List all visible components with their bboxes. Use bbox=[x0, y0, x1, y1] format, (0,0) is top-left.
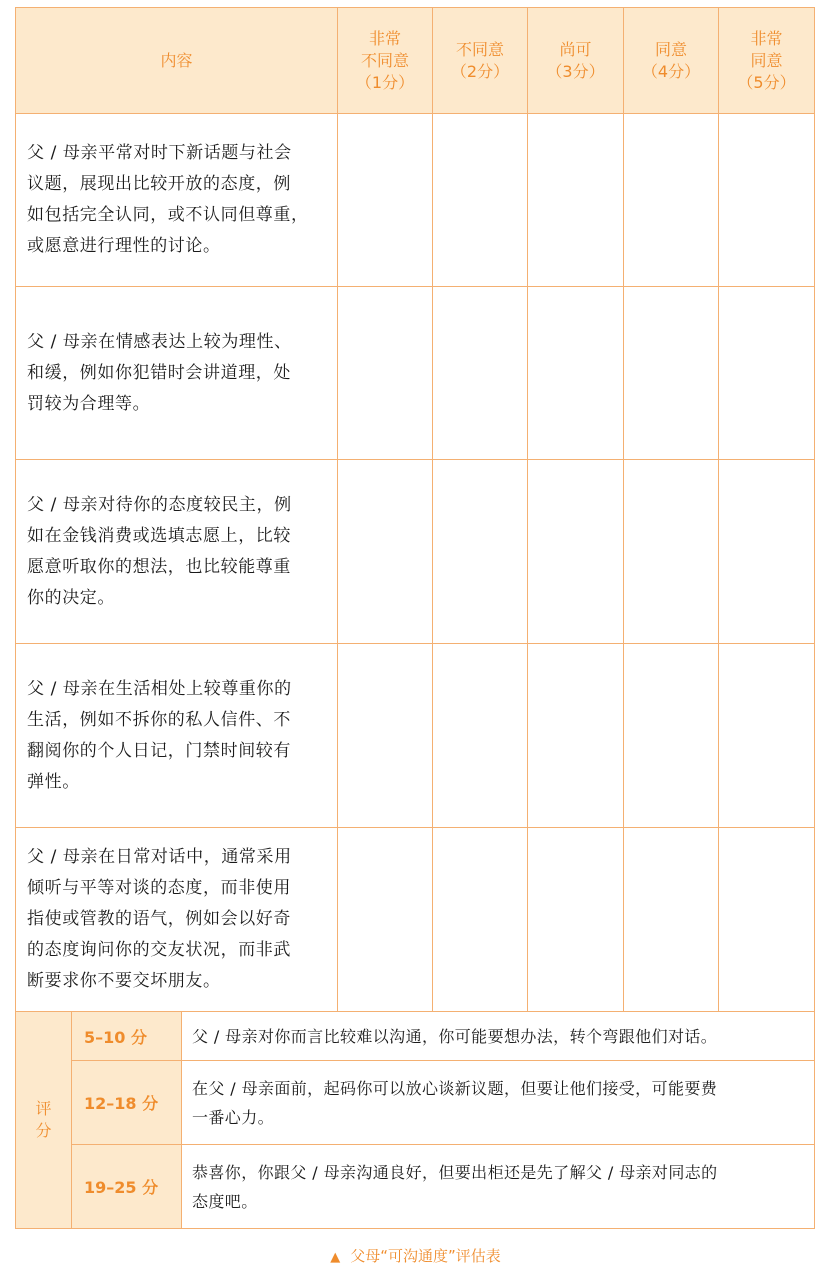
caption-text: 父母“可沟通度”评估表 bbox=[350, 1247, 501, 1265]
table-header-row bbox=[16, 8, 815, 114]
score-cell-1[interactable] bbox=[338, 460, 433, 644]
table-caption bbox=[0, 1245, 831, 1266]
score-range: 5–10 分 bbox=[72, 1012, 182, 1061]
score-cell-4[interactable] bbox=[624, 460, 719, 644]
score-cell-1[interactable] bbox=[338, 114, 433, 287]
score-cell-3[interactable] bbox=[528, 828, 624, 1012]
score-cell-2[interactable] bbox=[433, 287, 528, 460]
evaluation-sheet bbox=[15, 7, 814, 1229]
score-cell-4[interactable] bbox=[624, 287, 719, 460]
score-cell-1[interactable] bbox=[338, 287, 433, 460]
header-score-5: 非常 同意 （5分） bbox=[719, 8, 815, 114]
statement-text: 父 / 母亲在日常对话中，通常采用 倾听与平等对谈的态度，而非使用 指使或管教的语气，例如会以好奇 的态度询问你的交友状况，而非武 断要求你不要交坏朋友。 bbox=[16, 828, 338, 1012]
score-cell-3[interactable] bbox=[528, 114, 624, 287]
score-cell-2[interactable] bbox=[433, 828, 528, 1012]
score-cell-5[interactable] bbox=[719, 828, 815, 1012]
score-cell-5[interactable] bbox=[719, 114, 815, 287]
score-range: 12–18 分 bbox=[72, 1061, 182, 1145]
score-cell-1[interactable] bbox=[338, 828, 433, 1012]
score-cell-4[interactable] bbox=[624, 114, 719, 287]
score-cell-1[interactable] bbox=[338, 644, 433, 828]
score-description: 父 / 母亲对你而言比较难以沟通，你可能要想办法，转个弯跟他们对话。 bbox=[182, 1012, 815, 1061]
score-cell-2[interactable] bbox=[433, 114, 528, 287]
score-cell-2[interactable] bbox=[433, 644, 528, 828]
header-score-2: 不同意 （2分） bbox=[433, 8, 528, 114]
statement-text: 父 / 母亲在生活相处上较尊重你的 生活，例如不拆你的私人信件、不 翻阅你的个人日记，门禁时间较有 弹性。 bbox=[16, 644, 338, 828]
evaluation-table bbox=[15, 7, 815, 1012]
score-cell-2[interactable] bbox=[433, 460, 528, 644]
score-cell-5[interactable] bbox=[719, 644, 815, 828]
score-description: 恭喜你，你跟父 / 母亲沟通良好，但要出柜还是先了解父 / 母亲对同志的 态度吧。 bbox=[182, 1145, 815, 1229]
statement-text: 父 / 母亲在情感表达上较为理性、 和缓，例如你犯错时会讲道理，处 罚较为合理等。 bbox=[16, 287, 338, 460]
score-cell-5[interactable] bbox=[719, 460, 815, 644]
score-range: 19–25 分 bbox=[72, 1145, 182, 1229]
score-cell-5[interactable] bbox=[719, 287, 815, 460]
scoring-table bbox=[15, 1011, 815, 1229]
statement-row bbox=[16, 644, 815, 828]
statement-text: 父 / 母亲对待你的态度较民主，例 如在金钱消费或选填志愿上，比较 愿意听取你的想法，也比较能尊重 你的决定。 bbox=[16, 460, 338, 644]
score-cell-3[interactable] bbox=[528, 460, 624, 644]
score-cell-3[interactable] bbox=[528, 287, 624, 460]
statement-text: 父 / 母亲平常对时下新话题与社会 议题，展现出比较开放的态度，例 如包括完全认同，或不认同但尊重， 或愿意进行理性的讨论。 bbox=[16, 114, 338, 287]
header-score-4: 同意 （4分） bbox=[624, 8, 719, 114]
score-cell-4[interactable] bbox=[624, 828, 719, 1012]
scoring-row bbox=[16, 1145, 815, 1229]
scoring-row bbox=[16, 1061, 815, 1145]
statement-row bbox=[16, 287, 815, 460]
scoring-row bbox=[16, 1012, 815, 1061]
scoring-label: 评 分 bbox=[16, 1012, 72, 1229]
score-description: 在父 / 母亲面前，起码你可以放心谈新议题，但要让他们接受，可能要费 一番心力。 bbox=[182, 1061, 815, 1145]
header-score-1: 非常 不同意 （1分） bbox=[338, 8, 433, 114]
statement-row bbox=[16, 460, 815, 644]
triangle-icon: ▲ bbox=[330, 1250, 341, 1265]
header-content: 内容 bbox=[16, 8, 338, 114]
header-score-3: 尚可 （3分） bbox=[528, 8, 624, 114]
score-cell-3[interactable] bbox=[528, 644, 624, 828]
score-cell-4[interactable] bbox=[624, 644, 719, 828]
statement-row bbox=[16, 114, 815, 287]
statement-row bbox=[16, 828, 815, 1012]
